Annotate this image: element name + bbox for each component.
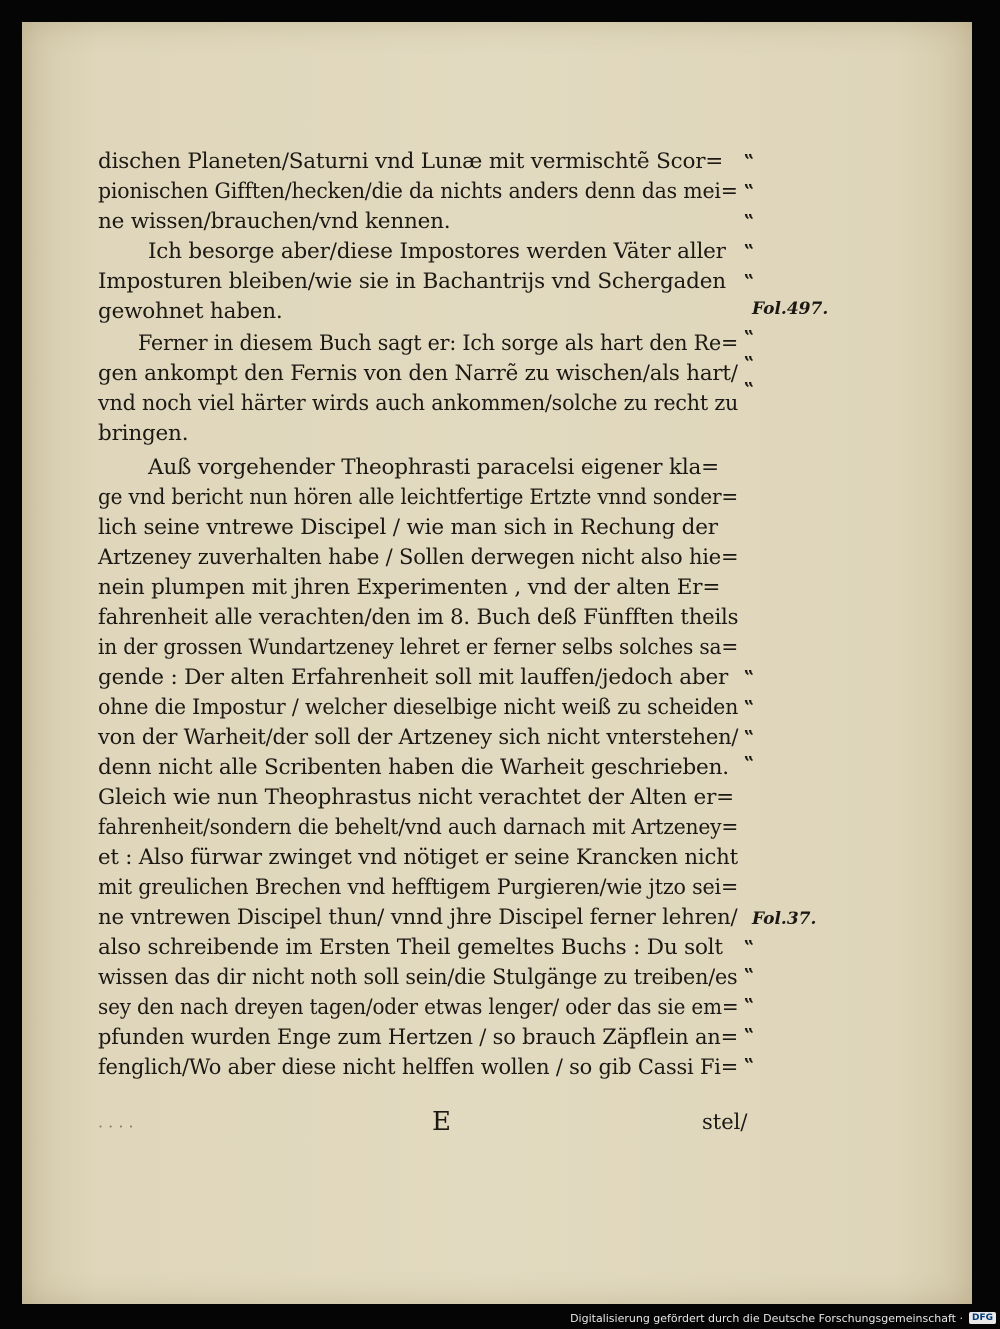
quote-mark: ‟ <box>744 353 755 374</box>
text-line: Ich besorge aber/diese Impostores werden Väter aller <box>148 239 726 264</box>
quote-mark: ‟ <box>744 753 755 774</box>
text-line: sey den nach dreyen tagen/oder etwas lenger/ oder das sie em= <box>98 995 739 1020</box>
text-line: ne vntrewen Discipel thun/ vnnd jhre Discipel ferner lehren/ <box>98 905 738 930</box>
quote-mark: ‟ <box>744 181 755 202</box>
text-line: denn nicht alle Scribenten haben die Warheit geschrieben. <box>98 755 729 780</box>
quote-mark: ‟ <box>744 327 755 348</box>
text-line: gewohnet haben. <box>98 299 283 324</box>
text-line: Ferner in diesem Buch sagt er: Ich sorge als hart den Re= <box>138 331 739 356</box>
book-page <box>22 22 972 1304</box>
text-line: Artzeney zuverhalten habe / Sollen derwegen nicht also hie= <box>98 545 739 570</box>
signature-mark: E <box>432 1107 451 1137</box>
text-line: also schreibende im Ersten Theil gemeltes Buchs : Du solt <box>98 935 723 960</box>
text-line: gen ankompt den Fernis von den Narrẽ zu wischen/als hart/ <box>98 361 738 386</box>
quote-mark: ‟ <box>744 211 755 232</box>
quote-mark: ‟ <box>744 965 755 986</box>
text-line: gende : Der alten Erfahrenheit soll mit lauffen/jedoch aber <box>98 665 729 690</box>
text-line: Imposturen bleiben/wie sie in Bachantrijs vnd Schergaden <box>98 269 726 294</box>
text-line: ge vnd bericht nun hören alle leichtfertige Ertzte vnnd sonder= <box>98 485 739 510</box>
text-line: pfunden wurden Enge zum Hertzen / so brauch Zäpflein an= <box>98 1025 739 1050</box>
text-line: Auß vorgehender Theophrasti paracelsi eigener kla= <box>148 455 719 480</box>
text-line: fahrenheit alle verachten/den im 8. Buch deß Fünfften theils <box>98 605 739 630</box>
text-line: mit greulichen Brechen vnd hefftigem Purgieren/wie jtzo sei= <box>98 875 739 900</box>
text-line: lich seine vntrewe Discipel / wie man sich in Rechung der <box>98 515 718 540</box>
quote-mark: ‟ <box>744 727 755 748</box>
quote-mark: ‟ <box>744 1025 755 1046</box>
quote-mark: ‟ <box>744 937 755 958</box>
ink-smudge: · · · · <box>98 1117 134 1136</box>
margin-note-folio: Fol.497. <box>752 299 829 319</box>
text-line: ne wissen/brauchen/vnd kennen. <box>98 209 451 234</box>
text-line: pionischen Gifften/hecken/die da nichts anders denn das mei= <box>98 179 738 204</box>
text-line: von der Warheit/der soll der Artzeney sich nicht vnterstehen/ <box>98 725 739 750</box>
quote-mark: ‟ <box>744 379 755 400</box>
funding-footer <box>570 1307 996 1329</box>
quote-mark: ‟ <box>744 995 755 1016</box>
text-line: Gleich wie nun Theophrastus nicht verachtet der Alten er= <box>98 785 734 810</box>
dfg-logo-icon[interactable]: DFG <box>969 1312 996 1324</box>
quote-mark: ‟ <box>744 271 755 292</box>
catchword: stel/ <box>702 1110 748 1134</box>
quote-mark: ‟ <box>744 697 755 718</box>
text-line: fenglich/Wo aber diese nicht helffen wollen / so gib Cassi Fi= <box>98 1055 739 1080</box>
quote-mark: ‟ <box>744 667 755 688</box>
quote-mark: ‟ <box>744 1055 755 1076</box>
text-line: wissen das dir nicht noth soll sein/die Stulgänge zu treiben/es <box>98 965 738 990</box>
footer-text: Digitalisierung gefördert durch die Deutsche Forschungsgemeinschaft · <box>570 1311 963 1325</box>
text-line: fahrenheit/sondern die behelt/vnd auch darnach mit Artzeney= <box>98 815 739 840</box>
text-line: in der grossen Wundartzeney lehret er ferner selbs solches sa= <box>98 635 739 660</box>
text-line: nein plumpen mit jhren Experimenten , vnd der alten Er= <box>98 575 721 600</box>
text-line: et : Also fürwar zwinget vnd nötiget er seine Krancken nicht <box>98 845 739 870</box>
margin-note-folio: Fol.37. <box>752 909 817 929</box>
text-line: dischen Planeten/Saturni vnd Lunæ mit vermischtẽ Scor= <box>98 149 724 174</box>
quote-mark: ‟ <box>744 241 755 262</box>
text-line: bringen. <box>98 421 189 446</box>
text-line: ohne die Impostur / welcher dieselbige nicht weiß zu scheiden <box>98 695 739 720</box>
quote-mark: ‟ <box>744 151 755 172</box>
text-line: vnd noch viel härter wirds auch ankommen/solche zu recht zu <box>98 391 739 416</box>
